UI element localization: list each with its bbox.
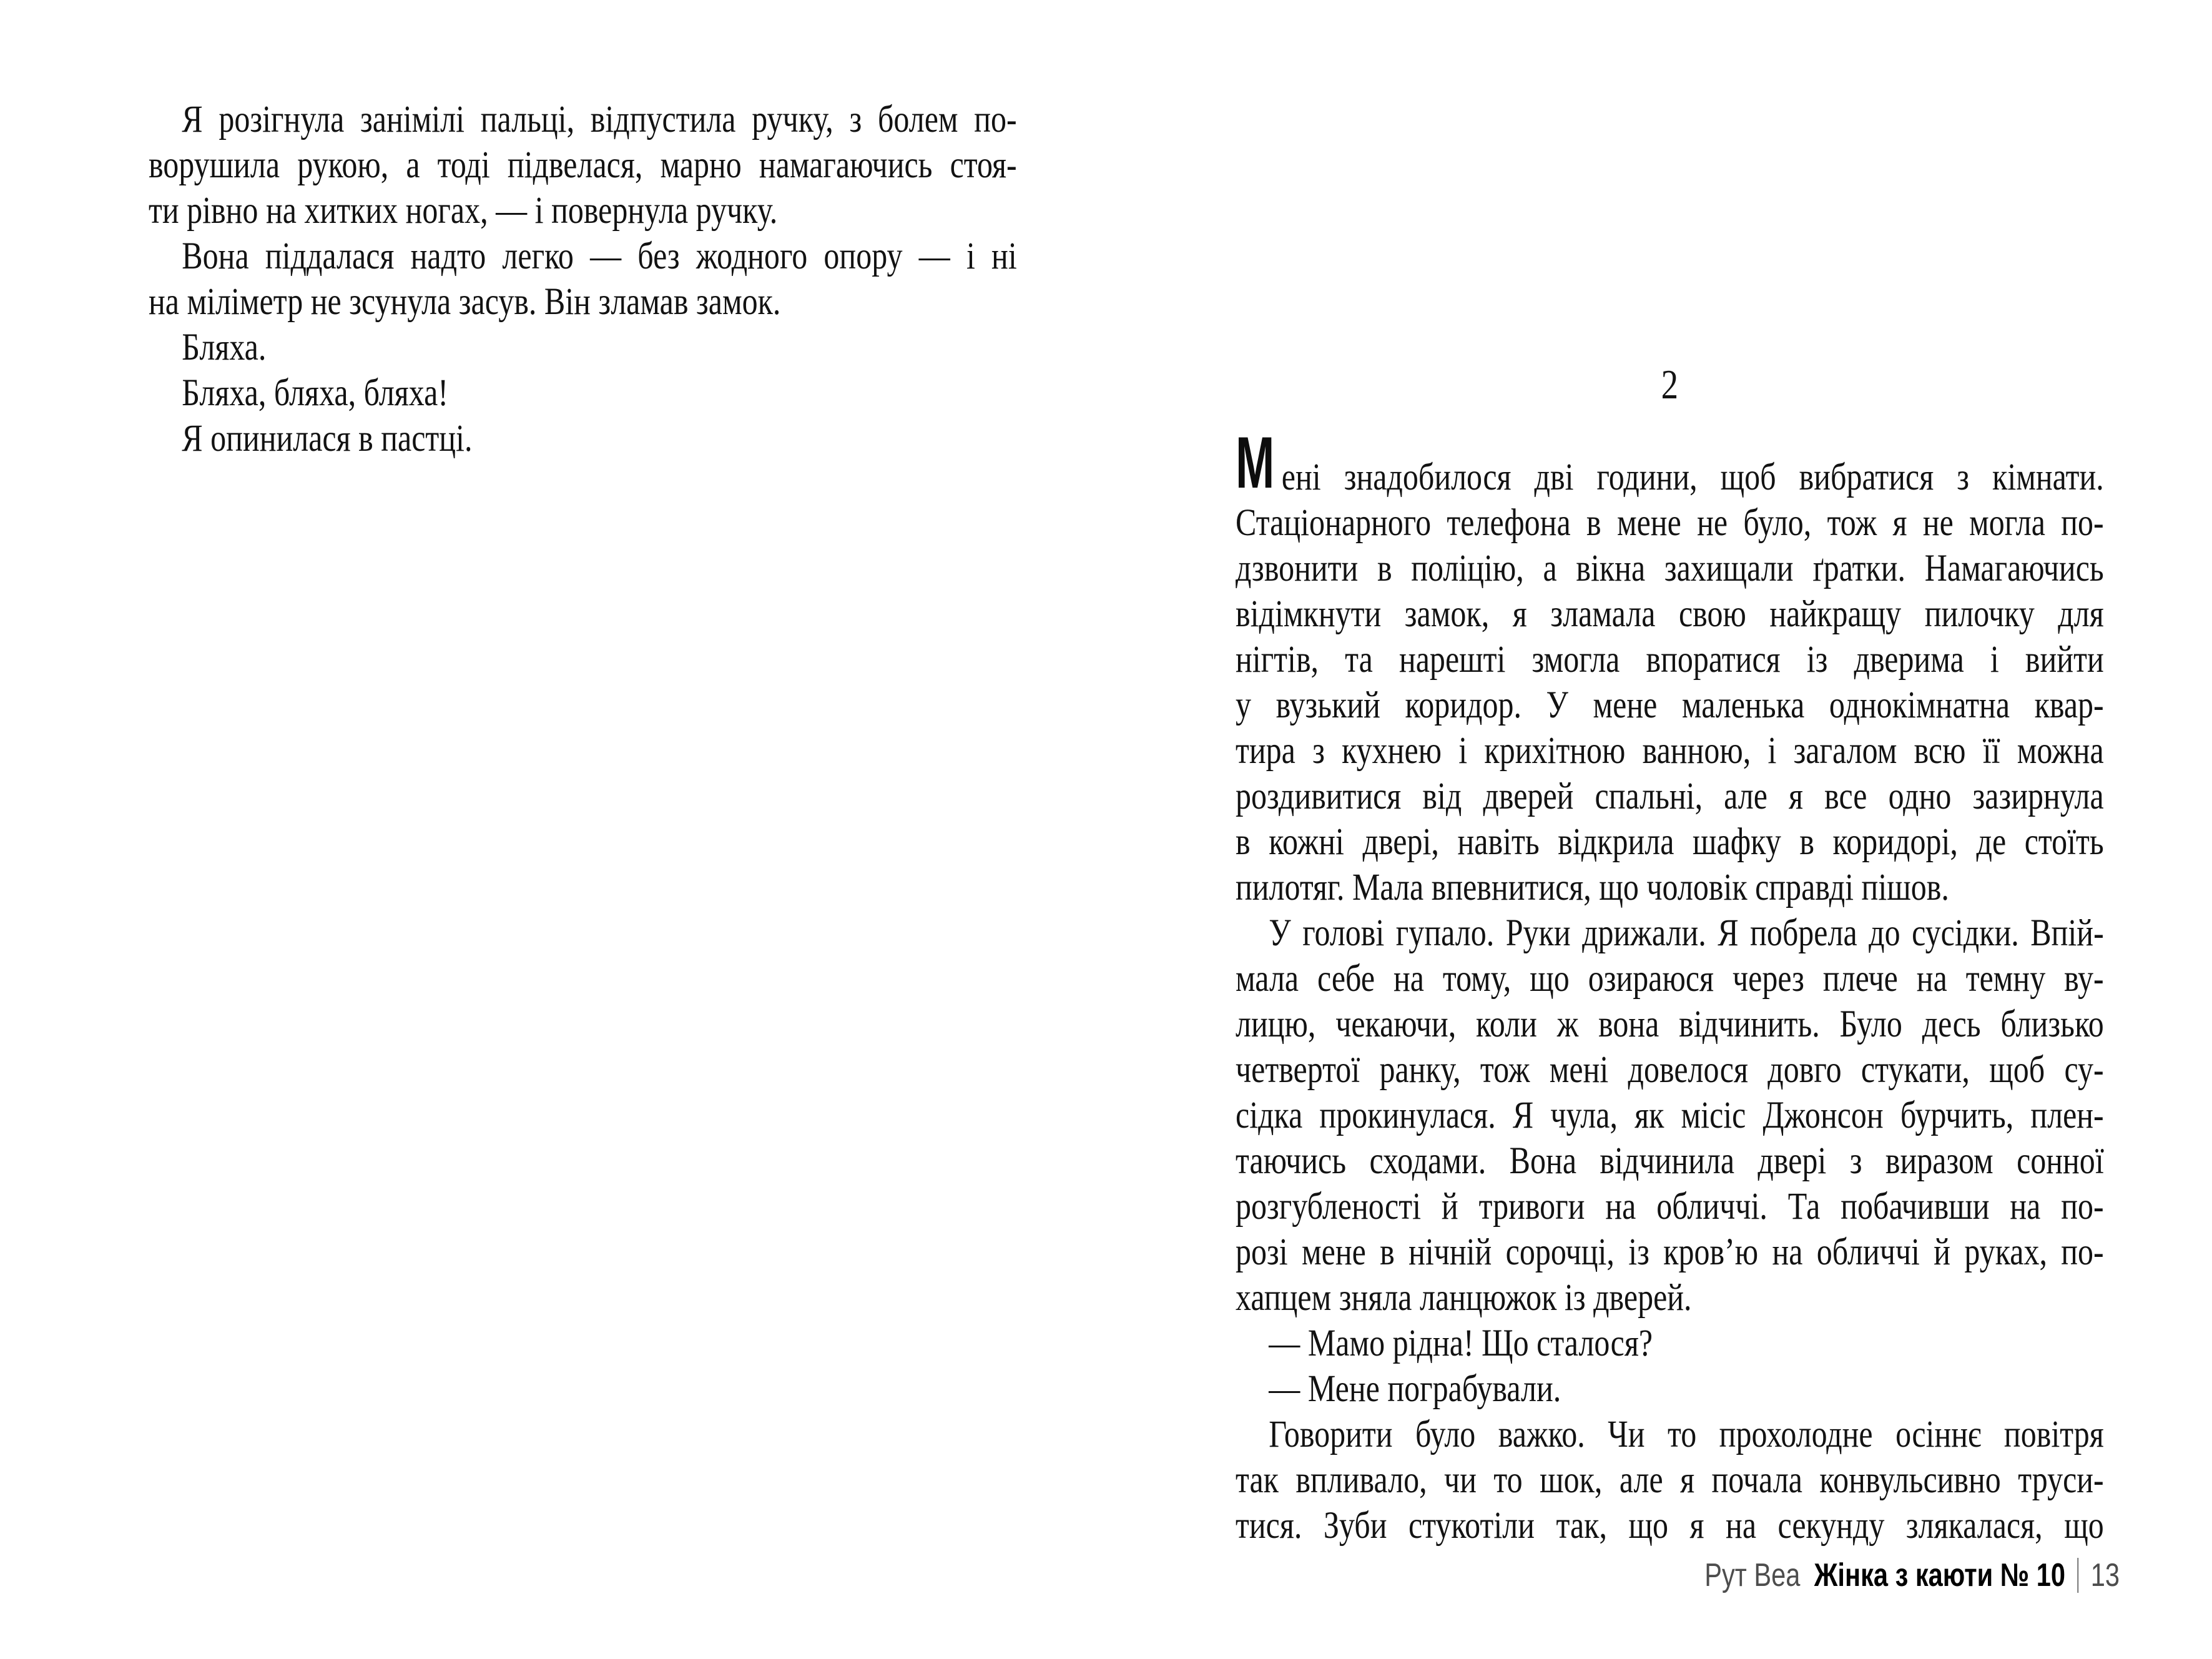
paragraph <box>1236 1412 2104 1548</box>
footer-author-name: Рут Веа <box>1704 1557 1801 1593</box>
footer-divider-line <box>2077 1558 2078 1593</box>
text-line: хапцем зняла ланцюжок із дверей. <box>1236 1277 1692 1319</box>
text-line: Я опинилася в пастці. <box>182 418 473 460</box>
paragraph <box>1236 1321 2104 1366</box>
text-line: Я розігнула занімілі пальці, відпустила ручку, з болем по- <box>182 99 1017 140</box>
footer-content <box>1704 1557 2120 1594</box>
text-line: Стаціонарного телефона в мене не було, тож я не могла по- <box>1236 502 2104 544</box>
text-line: на міліметр не зсунула засув. Він зламав замок. <box>149 281 781 323</box>
chapter-body <box>1236 421 2104 1548</box>
text-line: — Мамо рідна! Що сталося? <box>1269 1322 1653 1364</box>
text-line: ти рівно на хитких ногах, — і повернула ручку. <box>149 190 778 232</box>
paragraph <box>1236 910 2104 1321</box>
left-page <box>149 97 1207 461</box>
text-line: розі мене в нічній сорочці, із кров’ю на обличчі й руках, по- <box>1236 1231 2104 1273</box>
footer-book-title: Жінка з каюти № 10 <box>1814 1557 2065 1593</box>
left-page-text-block <box>149 97 1017 461</box>
paragraph <box>1236 1366 2104 1412</box>
text-line: пилотяг. Мала впевнитися, що чоловік справді пішов. <box>1236 867 1949 908</box>
text-line: роздивитися від дверей спальні, але я все одно зазирнула <box>1236 775 2104 817</box>
footer-page-number: 13 <box>2090 1557 2120 1593</box>
text-line: лицю, чекаючи, коли ж вона відчинить. Було десь близько <box>1236 1003 2104 1045</box>
text-line: сідка прокинулася. Я чула, як місіс Джонсон бурчить, плен- <box>1236 1095 2104 1136</box>
text-line: Говорити було важко. Чи то прохолодне осіннє повітря <box>1269 1414 2104 1455</box>
text-line: — Мене пограбували. <box>1269 1368 1561 1410</box>
text-line: Бляха. <box>182 327 267 368</box>
chapter-number-heading: 2 <box>1661 362 1679 408</box>
paragraph <box>149 325 1017 370</box>
text-line: тира з кухнею і крихітною ванною, і загалом всю її можна <box>1236 730 2104 772</box>
right-page-text-block <box>1236 362 2104 1548</box>
paragraph <box>149 416 1017 461</box>
paragraph-with-initial <box>1236 421 2104 910</box>
text-line: тися. Зуби стукотіли так, що я на секунду злякалася, що <box>1236 1505 2104 1547</box>
initial-drop-cap: М <box>1236 421 1275 503</box>
text-line: так впливало, чи то шок, але я почала конвульсивно труси- <box>1236 1459 2104 1501</box>
right-page <box>1236 362 2212 1548</box>
text-line: четвертої ранку, тож мені довелося довго стукати, щоб су- <box>1236 1049 2104 1091</box>
text-line: мала себе на тому, що озираюся через плече на темну ву- <box>1236 958 2104 1000</box>
text-line: Вона піддалася надто легко — без жодного опору — і ні <box>182 235 1017 277</box>
text-line: дзвонити в поліцію, а вікна захищали ґратки. Намагаючись <box>1236 548 2104 589</box>
text-line: розгубленості й тривоги на обличчі. Та побачивши на по- <box>1236 1186 2104 1228</box>
text-line: у вузький коридор. У мене маленька однокімнатна квар- <box>1236 684 2104 726</box>
paragraph <box>149 234 1017 325</box>
text-line: відімкнути замок, я зламала свою найкращу пилочку для <box>1236 593 2104 635</box>
page-footer <box>1601 1552 2120 1598</box>
text-line: Бляха, бляха, бляха! <box>182 372 449 414</box>
paragraph <box>149 97 1017 234</box>
text-line: таючись сходами. Вона відчинила двері з виразом сонної <box>1236 1140 2104 1182</box>
paragraph <box>149 370 1017 416</box>
text-line: ені знадобилося дві години, щоб вибратися з кімнати. <box>1281 456 2104 498</box>
text-line: нігтів, та нарешті змогла впоратися із дверима і вийти <box>1236 639 2104 681</box>
text-line: ворушила рукою, а тоді підвелася, марно намагаючись стоя- <box>149 144 1017 186</box>
text-line: в кожні двері, навіть відкрила шафку в коридорі, де стоїть <box>1236 821 2104 863</box>
text-line: У голові гупало. Руки дрижали. Я побрела до сусідки. Впій- <box>1269 912 2104 954</box>
